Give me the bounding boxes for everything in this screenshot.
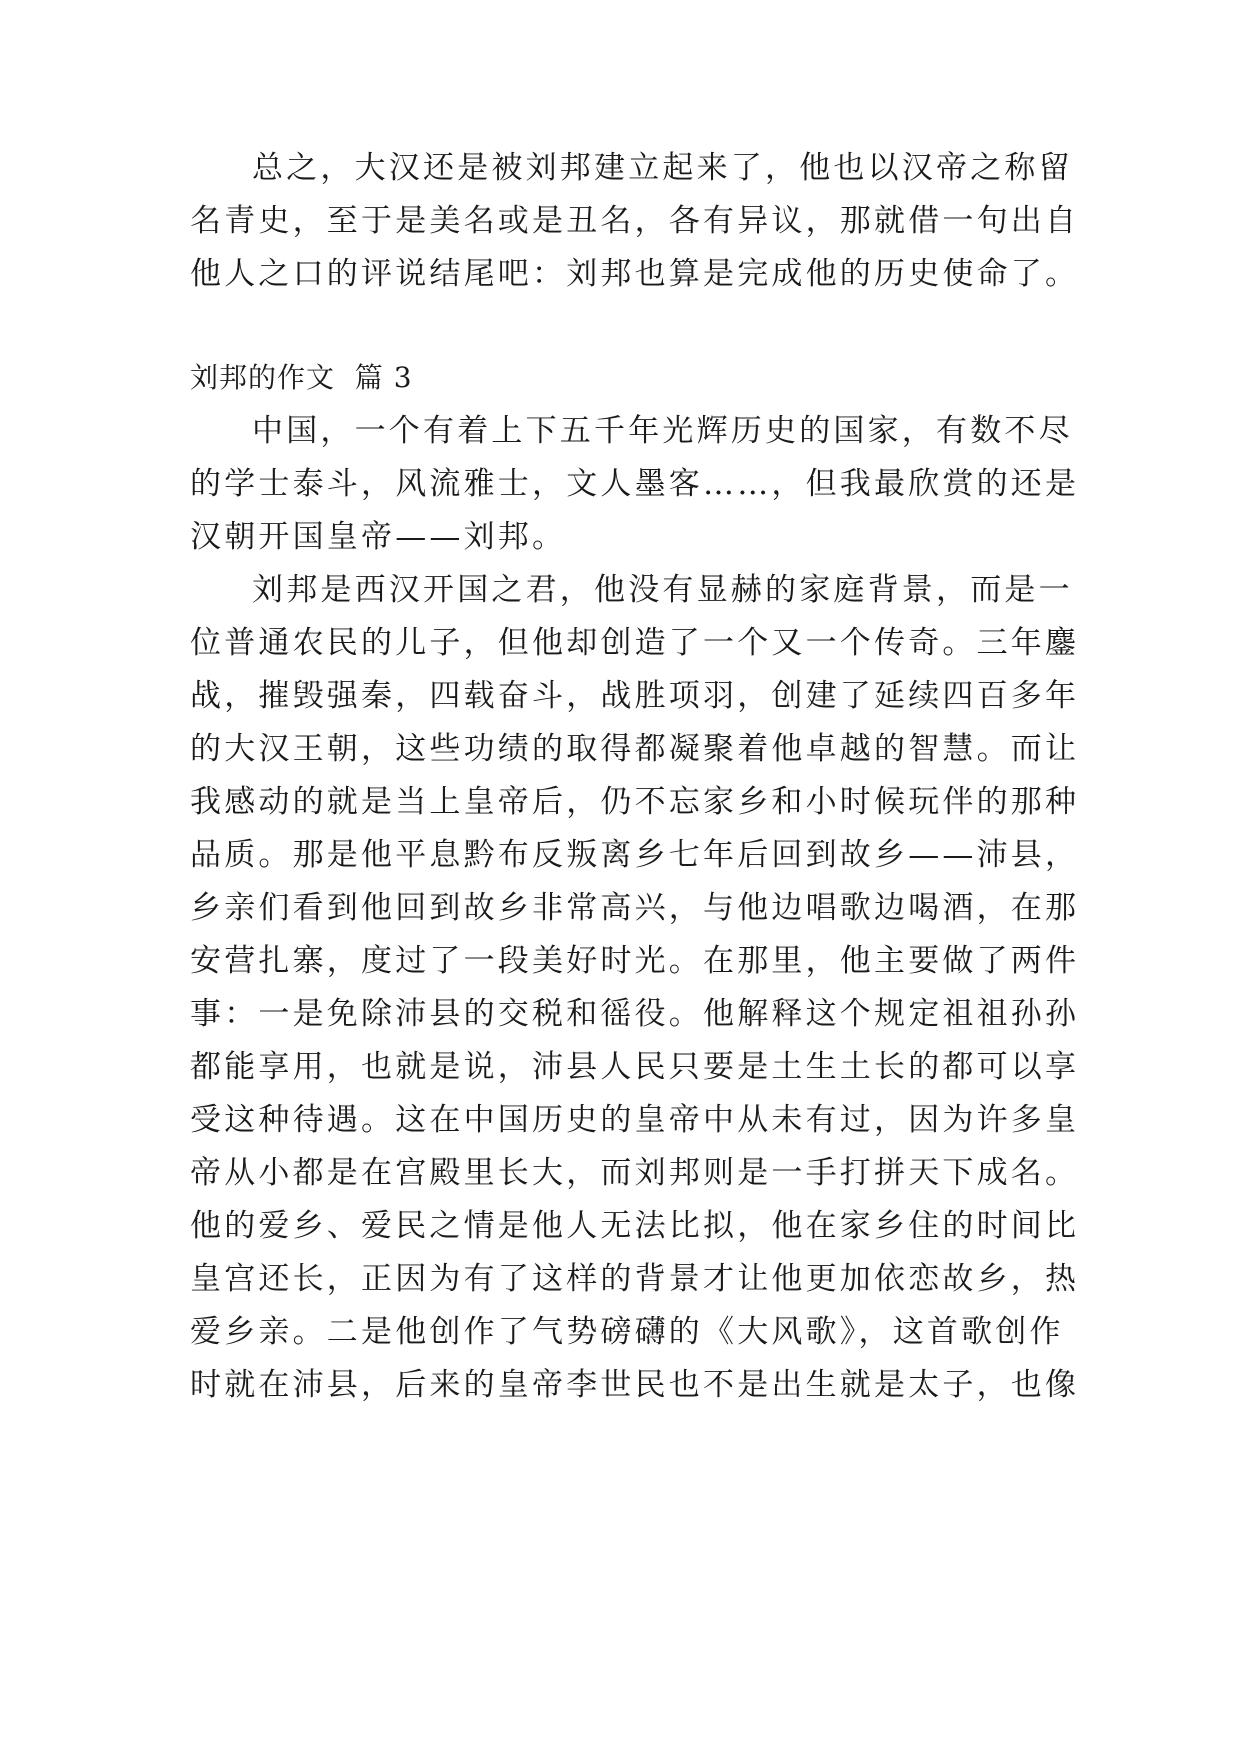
paragraph-3-line-9: 事：一是免除沛县的交税和徭役。他解释这个规定祖祖孙孙: [190, 996, 1080, 1032]
paragraph-3-line-8: 安营扎寨，度过了一段美好时光。在那里，他主要做了两件: [190, 943, 1080, 979]
paragraph-3-line-4: 的大汉王朝，这些功绩的取得都凝聚着他卓越的智慧。而让: [190, 731, 1080, 767]
paragraph-3-line-13: 他的爱乡、爱民之情是他人无法比拟，他在家乡住的时间比: [190, 1208, 1080, 1244]
paragraph-2-line-3: 汉朝开国皇帝——刘邦。: [190, 519, 567, 555]
paragraph-3-line-2: 位普通农民的儿子，但他却创造了一个又一个传奇。三年鏖: [190, 625, 1080, 661]
paragraph-3-line-15: 爱乡亲。二是他创作了气势磅礴的《大风歌》，这首歌创作: [190, 1314, 1064, 1350]
paragraph-3-line-3: 战，摧毁强秦，四载奋斗，战胜项羽，创建了延续四百多年: [190, 678, 1080, 714]
paragraph-3-line-5: 我感动的就是当上皇帝后，仍不忘家乡和小时候玩伴的那种: [190, 784, 1080, 820]
section-heading: 刘邦的作文 篇 3: [190, 361, 413, 394]
paragraph-3-line-11: 受这种待遇。这在中国历史的皇帝中从未有过，因为许多皇: [190, 1102, 1080, 1138]
paragraph-1-line-2: 名青史，至于是美名或是丑名，各有异议，那就借一句出自: [190, 203, 1080, 239]
paragraph-3-line-7: 乡亲们看到他回到故乡非常高兴，与他边唱歌边喝酒，在那: [190, 890, 1080, 926]
paragraph-3-line-12: 帝从小都是在宫殿里长大，而刘邦则是一手打拼天下成名。: [190, 1155, 1080, 1191]
paragraph-3-line-10: 都能享用，也就是说，沛县人民只要是土生土长的都可以享: [190, 1049, 1080, 1085]
paragraph-1-line-1: 总之，大汉还是被刘邦建立起来了，他也以汉帝之称留: [252, 150, 1073, 186]
paragraph-2-line-2: 的学士泰斗，风流雅士，文人墨客……，但我最欣赏的还是: [190, 466, 1080, 502]
paragraph-3-line-6: 品质。那是他平息黔布反叛离乡七年后回到故乡——沛县，: [190, 837, 1080, 873]
paragraph-2-line-1: 中国，一个有着上下五千年光辉历史的国家，有数不尽: [252, 413, 1073, 449]
paragraph-3-line-14: 皇宫还长，正因为有了这样的背景才让他更加依恋故乡，热: [190, 1261, 1080, 1297]
paragraph-3-line-1: 刘邦是西汉开国之君，他没有显赫的家庭背景，而是一: [252, 572, 1073, 608]
paragraph-3-line-16: 时就在沛县，后来的皇帝李世民也不是出生就是太子，也像: [190, 1367, 1080, 1403]
paragraph-1-line-3: 他人之口的评说结尾吧：刘邦也算是完成他的历史使命了。: [190, 256, 1080, 292]
